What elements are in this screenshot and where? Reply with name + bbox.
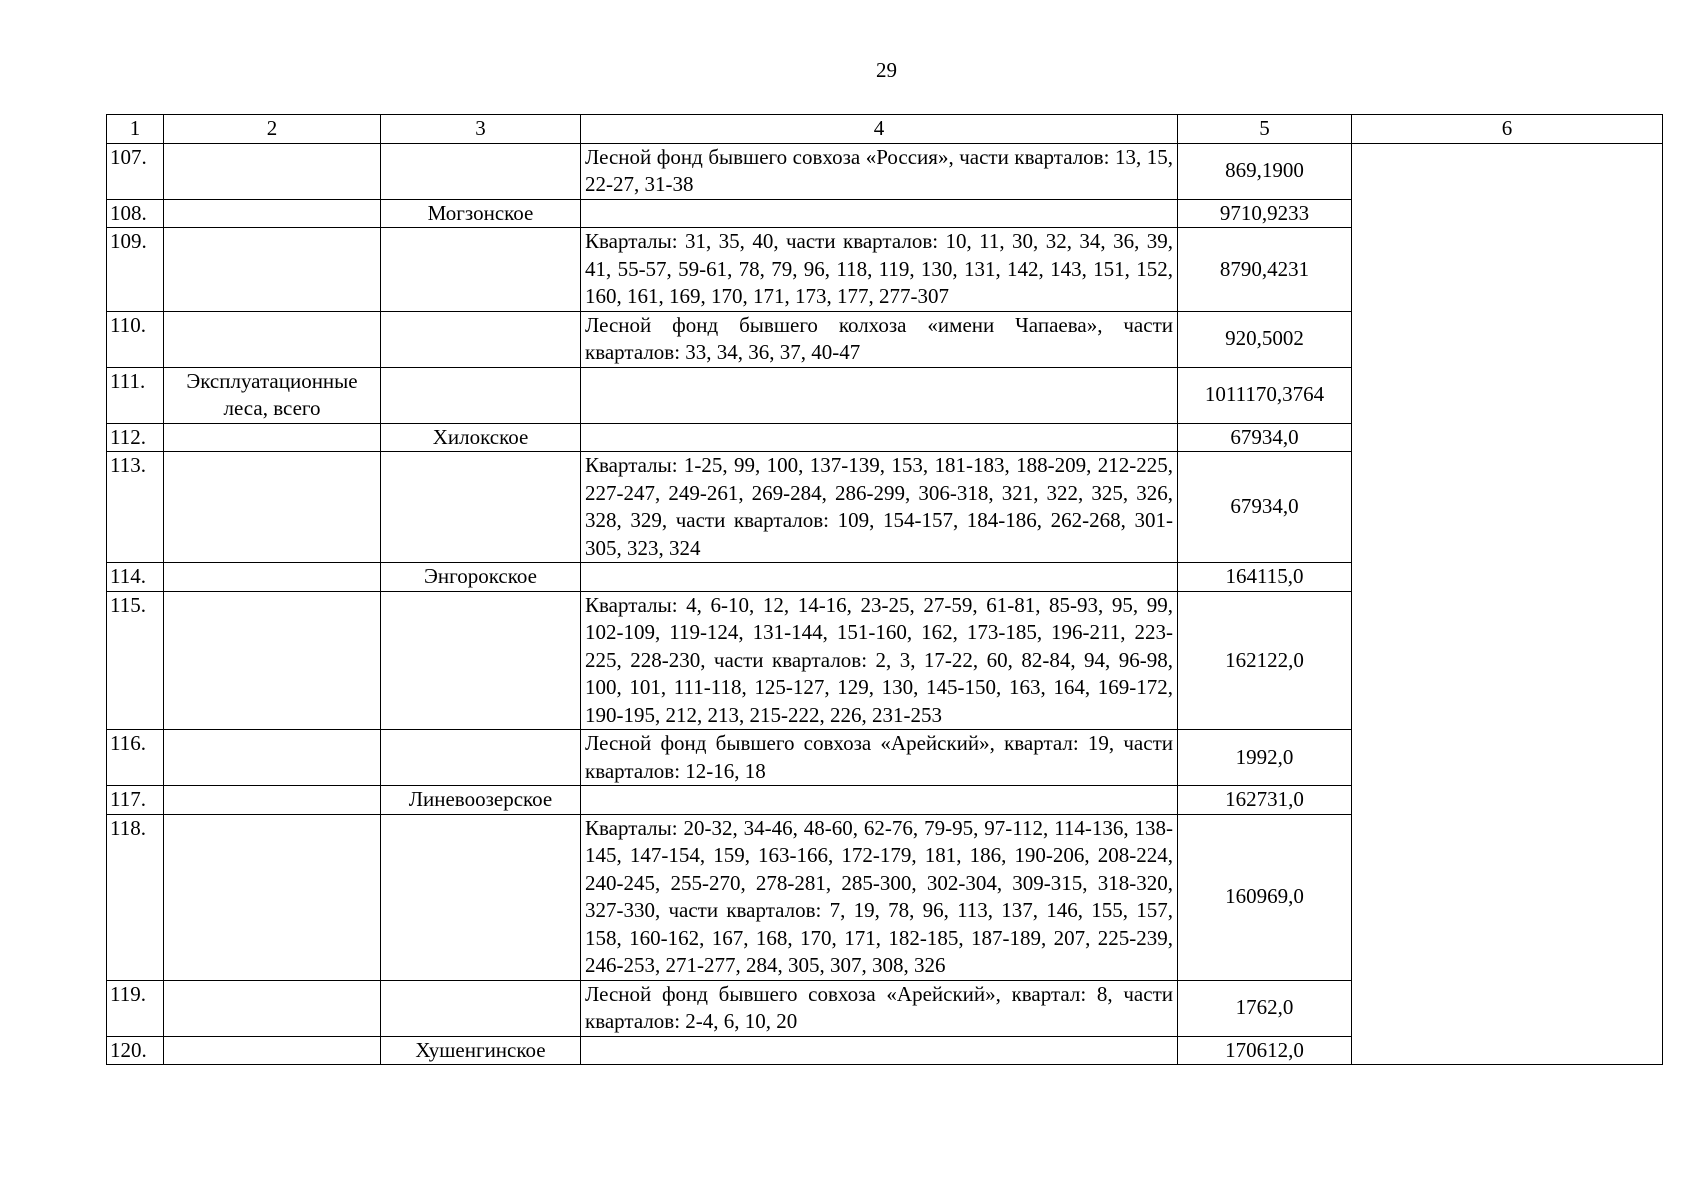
area-cell: 8790,4231 <box>1178 228 1352 312</box>
header-row <box>107 115 1663 144</box>
forestry-cell <box>381 980 581 1036</box>
area-cell: 164115,0 <box>1178 563 1352 592</box>
header-col-1: 1 <box>107 115 164 144</box>
description-cell <box>581 199 1178 228</box>
row-number: 118. <box>107 814 164 980</box>
forestry-cell: Энгорокское <box>381 563 581 592</box>
forestry-cell <box>381 730 581 786</box>
description-cell: Кварталы: 31, 35, 40, части кварталов: 10, 11, 30, 32, 34, 36, 39, 41, 55-57, 59-61, 78, 79, 96, 118, 119, 130, 131, 142, 143, 151, 152, 160, 161, 169, 170, 171, 173, 177, 277-307 <box>581 228 1178 312</box>
category-cell <box>164 730 381 786</box>
column-6-cell <box>1352 143 1663 1065</box>
row-number: 117. <box>107 786 164 815</box>
category-cell <box>164 228 381 312</box>
forest-table <box>106 114 1663 1065</box>
description-cell <box>581 423 1178 452</box>
category-cell <box>164 591 381 730</box>
header-col-6: 6 <box>1352 115 1663 144</box>
description-cell: Кварталы: 1-25, 99, 100, 137-139, 153, 181-183, 188-209, 212-225, 227-247, 249-261, 269-284, 286-299, 306-318, 321, 322, 325, 326, 328, 329, части кварталов: 109, 154-157, 184-186, 262-268, 301-305, 323, 324 <box>581 452 1178 563</box>
description-cell <box>581 563 1178 592</box>
description-cell <box>581 786 1178 815</box>
area-cell: 1762,0 <box>1178 980 1352 1036</box>
row-number: 110. <box>107 311 164 367</box>
description-cell: Лесной фонд бывшего совхоза «Арейский», квартал: 19, части кварталов: 12-16, 18 <box>581 730 1178 786</box>
description-cell <box>581 367 1178 423</box>
area-cell: 869,1900 <box>1178 143 1352 199</box>
forestry-cell <box>381 591 581 730</box>
page-number: 29 <box>876 58 897 82</box>
description-cell: Лесной фонд бывшего совхоза «Россия», части кварталов: 13, 15, 22-27, 31-38 <box>581 143 1178 199</box>
header-col-5: 5 <box>1178 115 1352 144</box>
description-cell: Кварталы: 20-32, 34-46, 48-60, 62-76, 79-95, 97-112, 114-136, 138-145, 147-154, 159, 163-166, 172-179, 181, 186, 190-206, 208-224, 240-245, 255-270, 278-281, 285-300, 302-304, 309-315, 318-320, 327-330, части кварталов: 7, 19, 78, 96, 113, 137, 146, 155, 157, 158, 160-162, 167, 168, 170, 171, 182-185, 187-189, 207, 225-239, 246-253, 271-277, 284, 305, 307, 308, 326 <box>581 814 1178 980</box>
forestry-cell <box>381 367 581 423</box>
area-cell: 162731,0 <box>1178 786 1352 815</box>
category-cell <box>164 980 381 1036</box>
row-number: 108. <box>107 199 164 228</box>
description-cell: Кварталы: 4, 6-10, 12, 14-16, 23-25, 27-59, 61-81, 85-93, 95, 99, 102-109, 119-124, 131-144, 151-160, 162, 173-185, 196-211, 223-225, 228-230, части кварталов: 2, 3, 17-22, 60, 82-84, 94, 96-98, 100, 101, 111-118, 125-127, 129, 130, 145-150, 163, 164, 169-172, 190-195, 212, 213, 215-222, 226, 231-253 <box>581 591 1178 730</box>
row-number: 114. <box>107 563 164 592</box>
area-cell: 160969,0 <box>1178 814 1352 980</box>
row-number: 119. <box>107 980 164 1036</box>
forestry-cell <box>381 452 581 563</box>
area-cell: 920,5002 <box>1178 311 1352 367</box>
row-number: 111. <box>107 367 164 423</box>
row-number: 107. <box>107 143 164 199</box>
category-cell <box>164 786 381 815</box>
row-number: 115. <box>107 591 164 730</box>
area-cell: 9710,9233 <box>1178 199 1352 228</box>
forestry-cell: Хилокское <box>381 423 581 452</box>
row-number: 109. <box>107 228 164 312</box>
header-col-2: 2 <box>164 115 381 144</box>
category-cell <box>164 423 381 452</box>
description-cell <box>581 1036 1178 1065</box>
category-cell <box>164 199 381 228</box>
table-row <box>107 143 1663 199</box>
header-col-3: 3 <box>381 115 581 144</box>
forestry-cell: Хушенгинское <box>381 1036 581 1065</box>
area-cell: 1011170,3764 <box>1178 367 1352 423</box>
area-cell: 170612,0 <box>1178 1036 1352 1065</box>
row-number: 113. <box>107 452 164 563</box>
row-number: 112. <box>107 423 164 452</box>
category-cell: Эксплуатационные леса, всего <box>164 367 381 423</box>
forestry-cell <box>381 143 581 199</box>
area-cell: 1992,0 <box>1178 730 1352 786</box>
description-cell: Лесной фонд бывшего колхоза «имени Чапаева», части кварталов: 33, 34, 36, 37, 40-47 <box>581 311 1178 367</box>
category-cell <box>164 814 381 980</box>
category-cell <box>164 1036 381 1065</box>
area-cell: 162122,0 <box>1178 591 1352 730</box>
category-cell <box>164 452 381 563</box>
category-cell <box>164 311 381 367</box>
forestry-cell: Могзонское <box>381 199 581 228</box>
category-cell <box>164 143 381 199</box>
forestry-cell <box>381 814 581 980</box>
row-number: 116. <box>107 730 164 786</box>
description-cell: Лесной фонд бывшего совхоза «Арейский», квартал: 8, части кварталов: 2-4, 6, 10, 20 <box>581 980 1178 1036</box>
forestry-cell <box>381 311 581 367</box>
category-cell <box>164 563 381 592</box>
forestry-cell <box>381 228 581 312</box>
forestry-cell: Линевоозерское <box>381 786 581 815</box>
area-cell: 67934,0 <box>1178 423 1352 452</box>
row-number: 120. <box>107 1036 164 1065</box>
area-cell: 67934,0 <box>1178 452 1352 563</box>
header-col-4: 4 <box>581 115 1178 144</box>
